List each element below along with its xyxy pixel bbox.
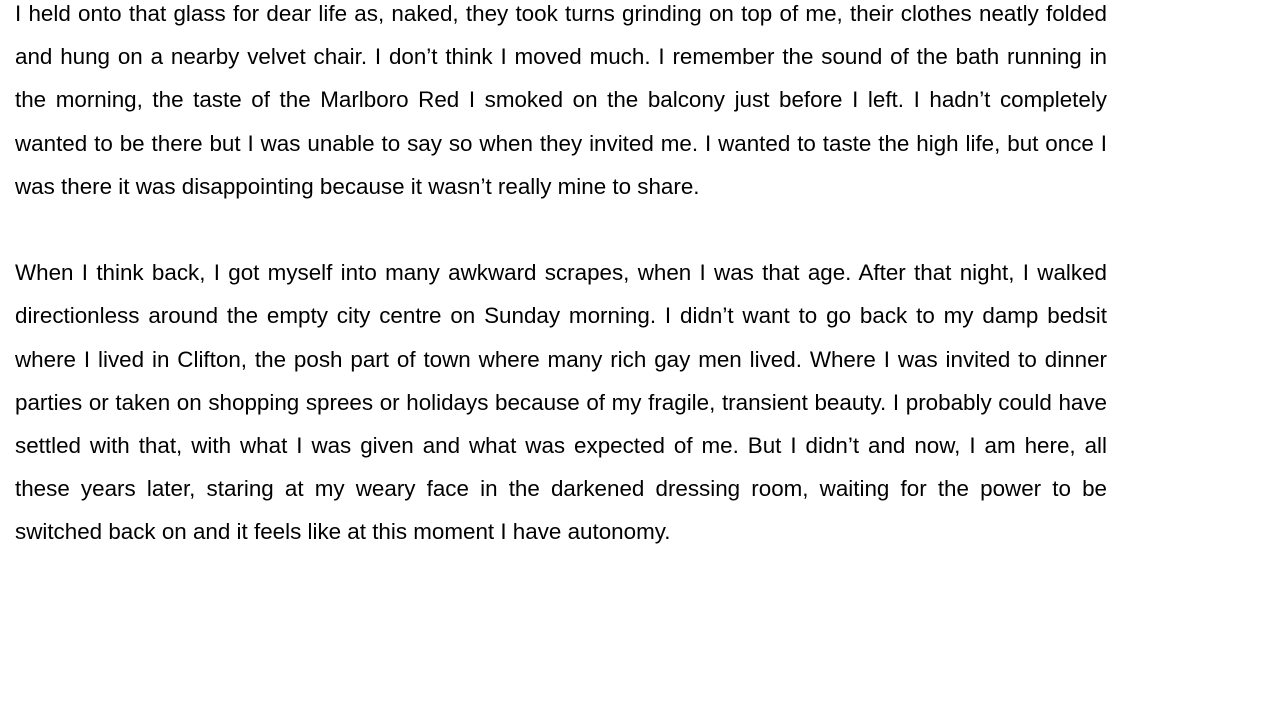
paragraph: When I think back, I got myself into many awkward scrapes, when I was that age. After that night, I walked directionless around the empty city centre on Sunday morning. I didn’t want to go back to my damp bedsit where I lived in Clifton, the posh part of town where many rich gay men lived. Where I was invited to dinner parties or taken on shopping sprees or holidays because of my fragile, transient beauty. I probably could have settled with that, with what I was given and what was expected of me. But I didn’t and now, I am here, all these years later, staring at my weary face in the darkened dressing room, waiting for the power to be switched back on and it feels like at this moment I have autonomy. (15, 260, 1107, 545)
paragraph: I held onto that glass for dear life as, naked, they took turns grinding on top of me, their clothes neatly folded and hung on a nearby velvet chair. I don’t think I moved much. I remember the sound of the bath running in the morning, the taste of the Marlboro Red I smoked on the balcony just before I left. I hadn’t completely wanted to be there but I was unable to say so when they invited me. I wanted to taste the high life, but once I was there it was disappointing because it wasn’t really mine to share. (15, 1, 1107, 199)
document-body (15, 0, 1107, 554)
